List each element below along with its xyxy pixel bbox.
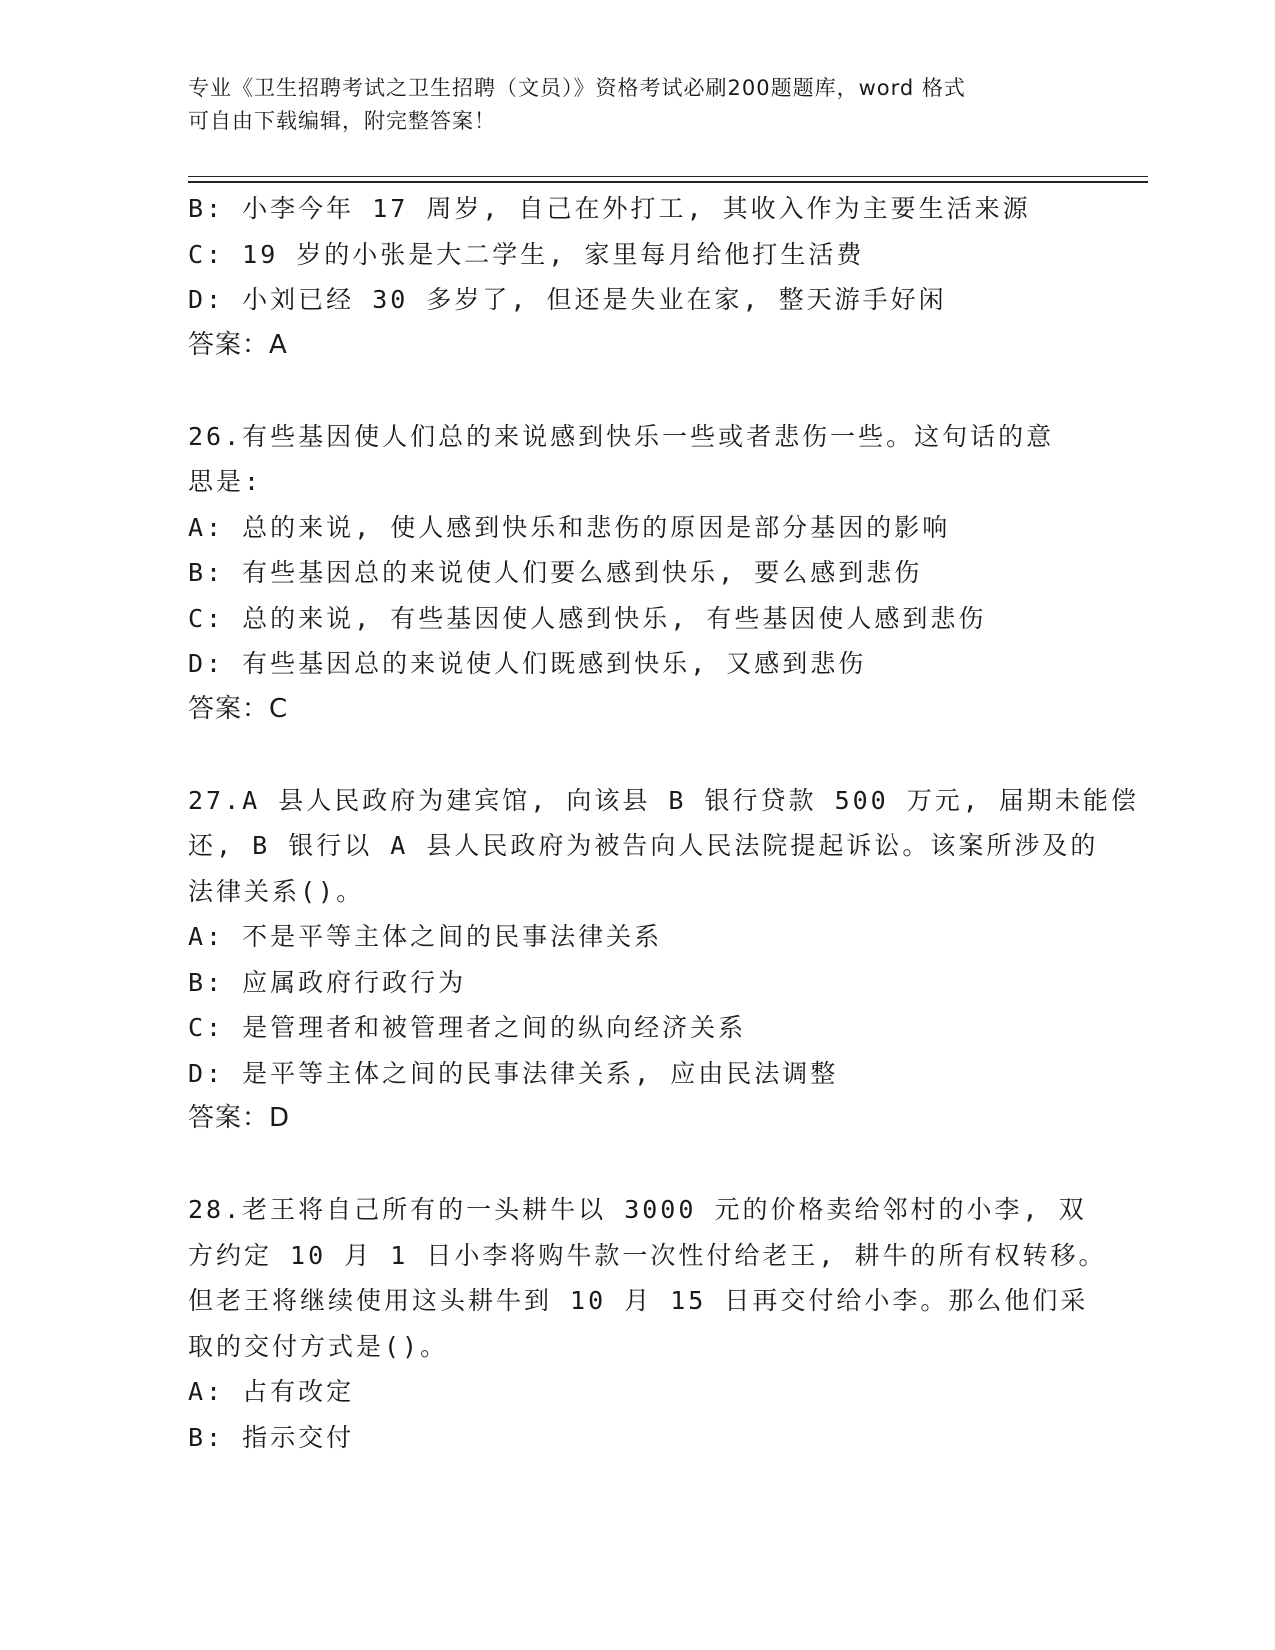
question-26: [188, 414, 1088, 733]
question-stem: 28.老王将自己所有的一头耕牛以 3000 元的价格卖给邻村的小李, 双: [188, 1195, 1087, 1224]
question-stem: 27.A 县人民政府为建宾馆, 向该县 B 银行贷款 500 万元, 届期未能偿: [188, 785, 1139, 815]
question-stem-continued: 但老王将继续使用这头耕牛到 10 月 15 日再交付给小李。那么他们采: [188, 1286, 1089, 1315]
question-stem: 26.有些基因使人们总的来说感到快乐一些或者悲伤一些。这句话的意: [188, 421, 1055, 451]
option-b: B: 指示交付: [188, 1422, 355, 1452]
answer-line: 答案：A: [188, 329, 288, 360]
option-d: D: 是平等主体之间的民事法律关系, 应由民法调整: [188, 1058, 839, 1088]
header-divider-thin: [188, 176, 1148, 177]
spacer: [188, 1142, 1088, 1188]
answer-line: 答案：C: [188, 693, 289, 724]
question-list: [188, 186, 1139, 1460]
question-27: [188, 778, 1139, 1142]
option-b: B: 有些基因总的来说使人们要么感到快乐, 要么感到悲伤: [188, 558, 923, 587]
question-stem-continued: 还, B 银行以 A 县人民政府为被告向人民法院提起诉讼。该案所涉及的: [188, 831, 1099, 860]
document-header: [188, 72, 1088, 138]
question-25: [188, 186, 1088, 368]
option-a: A: 总的来说, 使人感到快乐和悲伤的原因是部分基因的影响: [188, 512, 951, 542]
option-a: A: 不是平等主体之间的民事法律关系: [188, 922, 663, 951]
question-stem-continued: 方约定 10 月 1 日小李将购牛款一次性付给老王, 耕牛的所有权转移。: [188, 1240, 1107, 1270]
question-stem-continued: 取的交付方式是()。: [188, 1331, 449, 1361]
header-divider-thick: [188, 181, 1148, 183]
question-stem-continued: 思是:: [188, 467, 263, 496]
spacer: [188, 732, 1088, 778]
option-a: A: 占有改定: [188, 1377, 355, 1406]
option-d: D: 有些基因总的来说使人们既感到快乐, 又感到悲伤: [188, 649, 867, 678]
question-stem-continued: 法律关系()。: [188, 876, 365, 906]
question-28: [188, 1187, 1107, 1460]
spacer: [188, 368, 1088, 414]
option-c: C: 总的来说, 有些基因使人感到快乐, 有些基因使人感到悲伤: [188, 603, 987, 633]
answer-line: 答案：D: [188, 1103, 291, 1133]
header-title-line-2: 可自由下载编辑，附完整答案！: [188, 109, 496, 133]
option-c: C: 是管理者和被管理者之间的纵向经济关系: [188, 1013, 747, 1042]
option-d: D: 小刘已经 30 多岁了, 但还是失业在家, 整天游手好闲: [188, 285, 947, 314]
option-b: B: 应属政府行政行为: [188, 967, 467, 997]
option-b: B: 小李今年 17 周岁, 自己在外打工, 其收入作为主要生活来源: [188, 194, 1031, 223]
header-title-line-1: 专业《卫生招聘考试之卫生招聘（文员）》资格考试必刷200题题库，word 格式: [188, 76, 966, 100]
option-c: C: 19 岁的小张是大二学生, 家里每月给他打生活费: [188, 239, 865, 269]
